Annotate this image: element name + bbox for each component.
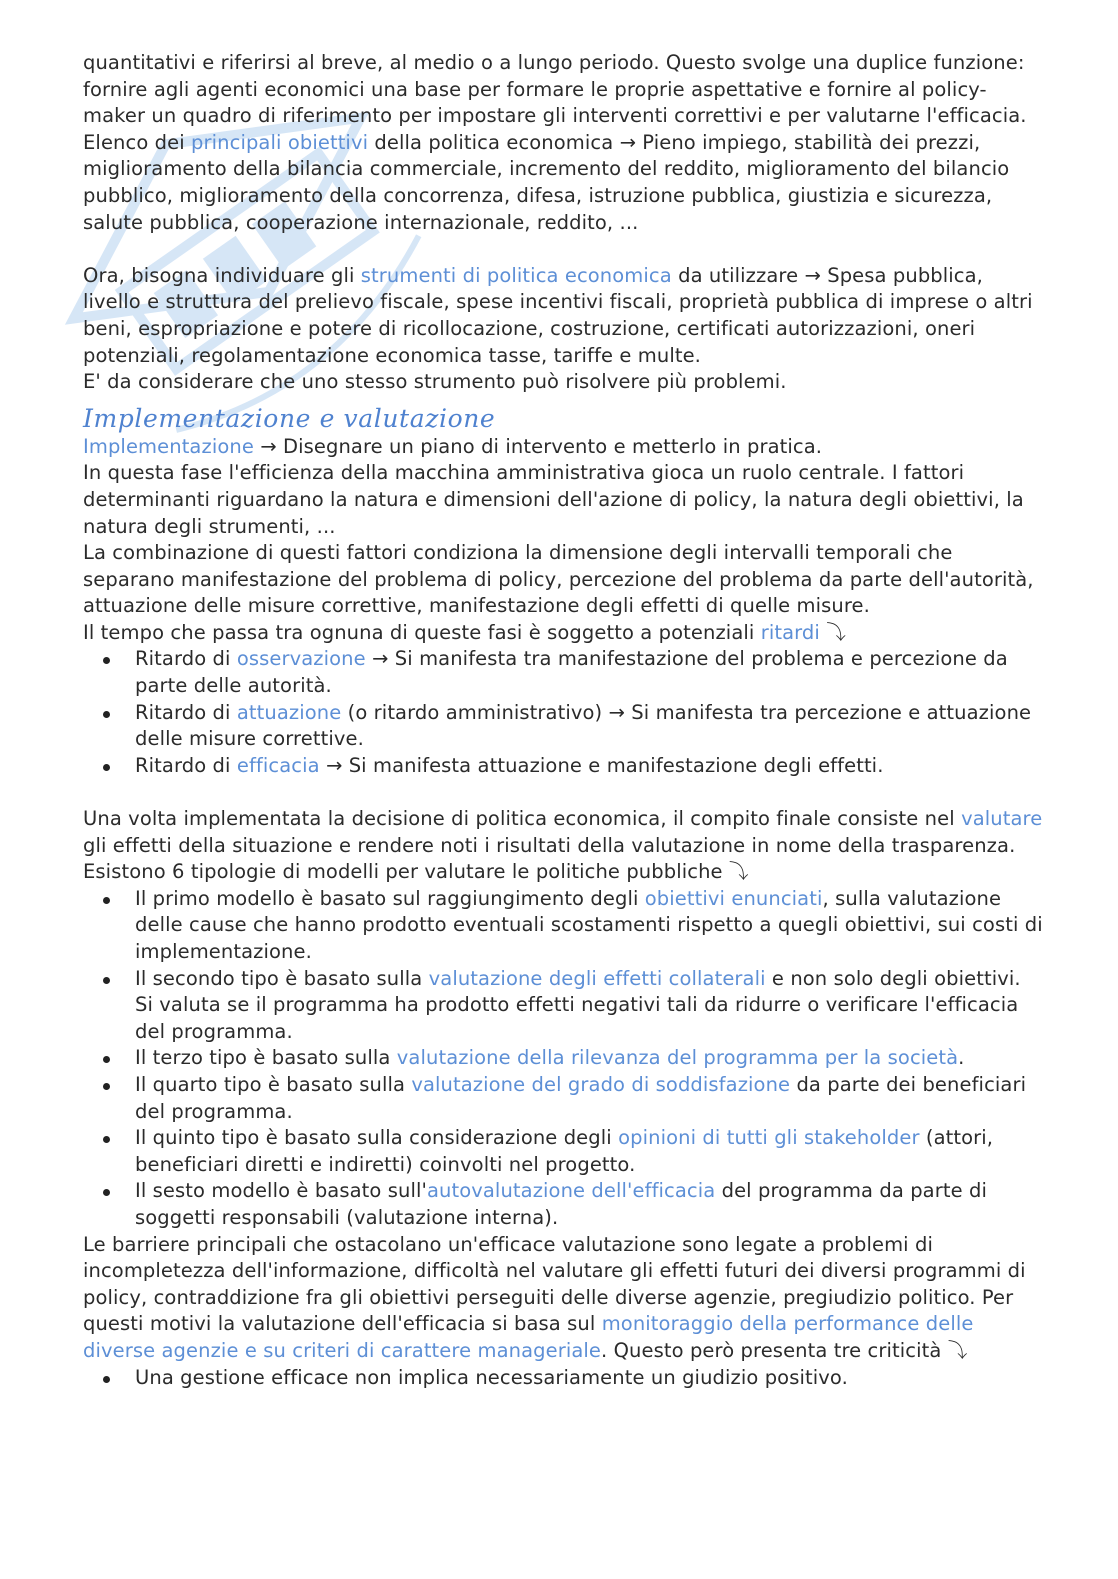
document-body	[83, 50, 1043, 1391]
strumenti-paragraph: Ora, bisogna individuare gli strumenti di politica economica da utilizzare → Spesa pubblica, livello e struttura del prelievo fiscale, spese incentivi fiscali, proprietà pubblica di imprese o altri beni, espropriazione e potere di ricollocazione, costruzione, certificati autorizzazioni, oneri potenziali, regolamentazione economica tasse, tariffe e multe.	[83, 263, 1033, 367]
list-item: Il sesto modello è basato sull'autovalutazione dell'efficacia del programma da parte di soggetti responsabili (valutazione interna).	[83, 1178, 1043, 1231]
intro-paragraph: quantitativi e riferirsi al breve, al medio o a lungo periodo. Questo svolge una duplice funzione: fornire agli agenti economici una base per formare le proprie aspettative e fornire al policy-maker un quadro di riferimento per impostare gli interventi correttivi e per valutarne l'efficacia.	[83, 51, 1027, 128]
list-item: Il quinto tipo è basato sulla considerazione degli opinioni di tutti gli stakeholder (attori, beneficiari diretti e indiretti) coinvolti nel progetto.	[83, 1125, 1043, 1178]
ritardi-list	[83, 646, 1043, 779]
highlight-principali-obiettivi: principali obiettivi	[191, 130, 369, 154]
strumento-note: E' da considerare che uno stesso strumento può risolvere più problemi.	[83, 370, 787, 394]
list-item: Il terzo tipo è basato sulla valutazione della rilevanza del programma per la società.	[83, 1045, 1043, 1072]
highlight-valutare: valutare	[961, 807, 1043, 831]
tempo-paragraph: Il tempo che passa tra ognuna di queste fasi è soggetto a potenziali ritardi ⤵	[83, 620, 846, 644]
list-item: Ritardo di attuazione (o ritardo amministrativo) → Si manifesta tra percezione e attuazione delle misure correttive.	[83, 700, 1043, 753]
combinazione-paragraph: La combinazione di questi fattori condiziona la dimensione degli intervalli temporali che separano manifestazione del problema di policy, percezione del problema da parte dell'autorità, attuazione delle misure correttive, manifestazione degli effetti di quelle misure.	[83, 541, 1034, 618]
list-item: Ritardo di osservazione → Si manifesta tra manifestazione del problema e percezione da parte delle autorità.	[83, 646, 1043, 699]
barriere-paragraph: Le barriere principali che ostacolano un'efficace valutazione sono legate a problemi di incompletezza dell'informazione, difficoltà nel valutare gli effetti futuri dei diversi programmi di policy, contraddizione fra gli obiettivi perseguiti delle diverse agenzie, pregiudizio politico. Per questi motivi la valutazione dell'efficacia si basa sul monitoraggio della performance delle diverse agenzie e su criteri di carattere manageriale. Questo però presenta tre criticità ⤵	[83, 1232, 1026, 1362]
list-item: Il secondo tipo è basato sulla valutazione degli effetti collaterali e non solo degli obiettivi. Si valuta se il programma ha prodotto effetti negativi tali da ridurre o verificare l'efficacia del programma.	[83, 966, 1043, 1046]
list-item: Una gestione efficace non implica necessariamente un giudizio positivo.	[83, 1365, 1043, 1392]
highlight-implementazione: Implementazione	[83, 434, 254, 458]
section-heading: Implementazione e valutazione	[83, 403, 496, 433]
valutazione-paragraph: Una volta implementata la decisione di politica economica, il compito finale consiste nel valutare gli effetti della situazione e rendere noti i risultati della valutazione in nome della trasparenza. Esistono 6 tipologie di modelli per valutare le politiche pubbliche ⤵	[83, 807, 1043, 884]
list-item: Il primo modello è basato sul raggiungimento degli obiettivi enunciati, sulla valutazione delle cause che hanno prodotto eventuali scostamenti rispetto a quegli obiettivi, sui costi di implementazione.	[83, 886, 1043, 966]
highlight-ritardi: ritardi	[760, 620, 820, 644]
highlight-strumenti: strumenti di politica economica	[360, 263, 672, 287]
list-item: Ritardo di efficacia → Si manifesta attuazione e manifestazione degli effetti.	[83, 753, 1043, 780]
fase-paragraph: In questa fase l'efficienza della macchina amministrativa gioca un ruolo centrale. I fattori determinanti riguardano la natura e dimensioni dell'azione di policy, la natura degli obiettivi, la natura degli strumenti, ...	[83, 461, 1024, 538]
criticita-list	[83, 1365, 1043, 1392]
highlight-monitoraggio: monitoraggio della performance delle diverse agenzie e su criteri di carattere manageriale	[83, 1312, 974, 1362]
list-item: Il quarto tipo è basato sulla valutazione del grado di soddisfazione da parte dei beneficiari del programma.	[83, 1072, 1043, 1125]
obiettivi-paragraph: Elenco dei principali obiettivi della politica economica → Pieno impiego, stabilità dei prezzi, miglioramento della bilancia commerciale, incremento del reddito, miglioramento del bilancio pubblico, miglioramento della concorrenza, difesa, istruzione pubblica, giustizia e sicurezza, salute pubblica, cooperazione internazionale, reddito, ...	[83, 130, 1010, 234]
modelli-list	[83, 886, 1043, 1232]
implementazione-def: Implementazione → Disegnare un piano di intervento e metterlo in pratica.	[83, 434, 823, 458]
